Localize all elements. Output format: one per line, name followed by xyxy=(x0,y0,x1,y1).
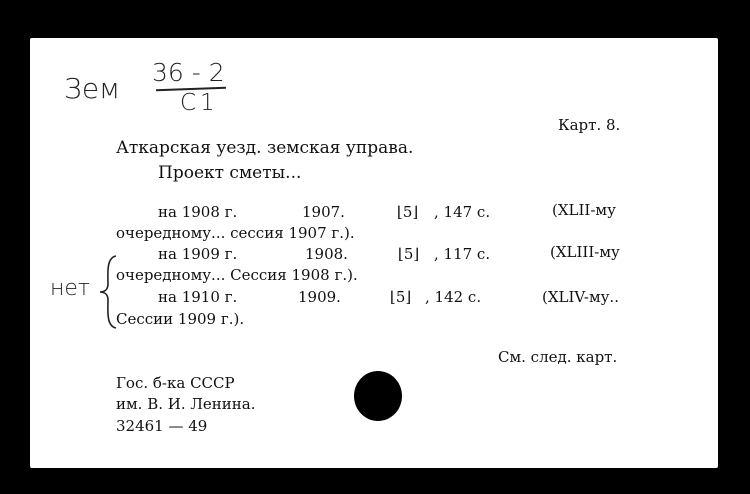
library-number: 32461 — 49 xyxy=(116,417,208,435)
entry-1-year: 1907. xyxy=(302,203,345,221)
entry-3-year: 1909. xyxy=(298,288,341,306)
library-line-2: им. В. И. Ленина. xyxy=(116,395,256,413)
entry-2-session-line: очередному... Сессия 1908 г.). xyxy=(116,266,358,284)
brace-mark xyxy=(98,254,118,330)
card-number: Карт. 8. xyxy=(558,116,621,134)
entry-1-session-line: очередному... сессия 1907 г.). xyxy=(116,224,355,242)
entry-1-label: на 1908 г. xyxy=(158,203,238,221)
entry-1-size: ⌊5⌋ xyxy=(397,203,419,221)
handwritten-note: нет xyxy=(50,276,90,301)
see-next-card: См. след. карт. xyxy=(498,348,618,366)
entry-1-pages: , 147 с. xyxy=(434,203,491,221)
entry-3-label: на 1910 г. xyxy=(158,288,238,306)
catalog-card xyxy=(30,38,718,468)
handwritten-numerator: 36 - 2 xyxy=(152,58,225,87)
entry-3-session: (XLIV-му.. xyxy=(542,288,619,306)
entry-3-session-line: Сессии 1909 г.). xyxy=(116,310,245,328)
handwritten-denominator: C1 xyxy=(180,90,219,116)
library-line-1: Гос. б-ка СССР xyxy=(116,374,235,392)
entry-3-size-value: 5 xyxy=(395,288,406,306)
entry-2-pages: , 117 с. xyxy=(434,245,491,263)
entry-2-size: ⌊5⌋ xyxy=(398,245,420,263)
entry-1-size-value: 5 xyxy=(402,203,413,221)
entry-2-year: 1908. xyxy=(305,245,348,263)
card-subtitle: Проект сметы... xyxy=(158,163,302,183)
entry-1-session: (XLII-му xyxy=(552,201,616,219)
entry-3-size: ⌊5⌋ xyxy=(390,288,412,306)
entry-2-session: (XLIII-му xyxy=(550,243,620,261)
card-title: Аткарская уезд. земская управа. xyxy=(116,138,414,158)
handwritten-prefix: Зем xyxy=(64,72,121,105)
entry-3-pages: , 142 с. xyxy=(425,288,482,306)
entry-2-label: на 1909 г. xyxy=(158,245,238,263)
entry-2-size-value: 5 xyxy=(403,245,414,263)
punch-hole xyxy=(354,371,402,421)
